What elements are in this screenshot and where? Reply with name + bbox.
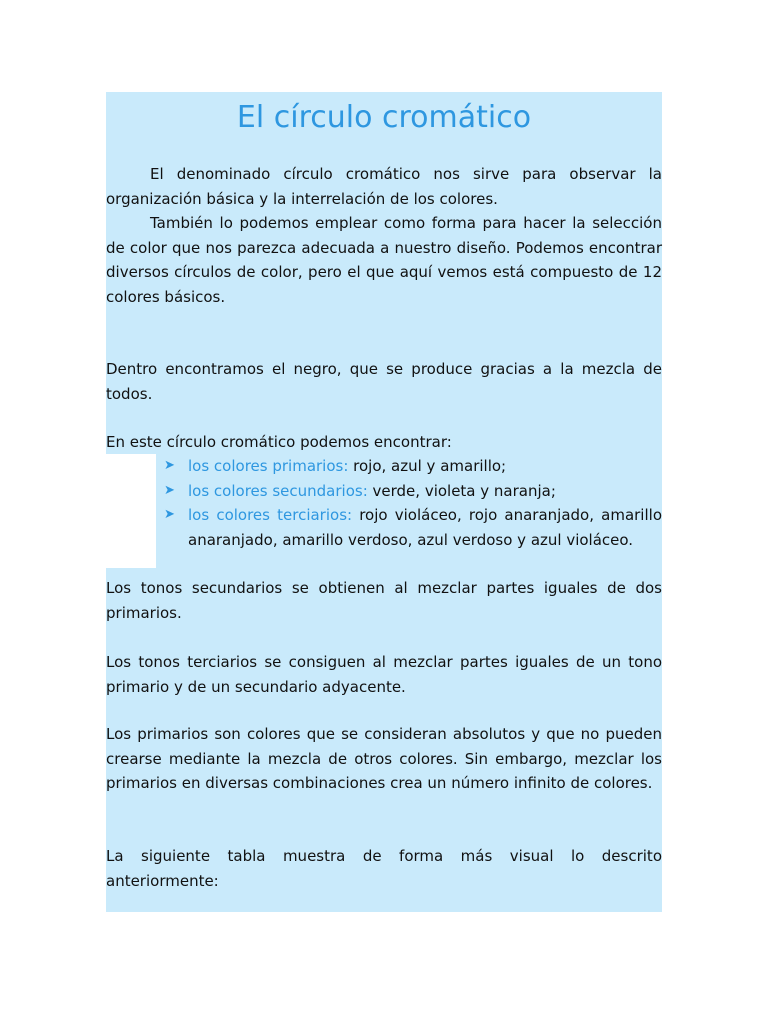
list-item-term: los colores terciarios: bbox=[188, 506, 353, 524]
page-title: El círculo cromático bbox=[236, 100, 532, 135]
list-item-text: rojo violáceo, rojo anaranjado, amarillo anaranjado, amarillo verdoso, azul verdoso y azul violáceo. bbox=[188, 506, 662, 549]
list-item-text: rojo, azul y amarillo; bbox=[348, 457, 507, 475]
intro-paragraph: El denominado círculo cromático nos sirve para observar la organización básica y la interrelación de los colores. bbox=[106, 165, 662, 208]
usage-paragraph: También lo podemos emplear como forma para hacer la selección de color que nos parezca adecuada a nuestro diseño. Podemos encontrar diversos círculos de color, pero el que aquí vemos está compuesto de 12 colores básicos. bbox=[106, 214, 662, 306]
list-item-term: los colores primarios: bbox=[188, 457, 349, 475]
secondary-tones-paragraph: Los tonos secundarios se obtienen al mezclar partes iguales de dos primarios. bbox=[106, 579, 662, 622]
document-panel bbox=[106, 92, 662, 912]
list-item-term: los colores secundarios: bbox=[188, 481, 368, 500]
list-item-text: verde, violeta y naranja; bbox=[367, 481, 556, 500]
list-intro-paragraph: En este círculo cromático podemos encontrar: bbox=[106, 433, 452, 451]
list-item bbox=[162, 479, 662, 504]
list-item bbox=[162, 454, 662, 479]
arrow-bullet-icon: ➤ bbox=[164, 507, 175, 522]
black-paragraph: Dentro encontramos el negro, que se produce gracias a la mezcla de todos. bbox=[106, 360, 662, 403]
color-types-list bbox=[162, 454, 662, 552]
arrow-bullet-icon: ➤ bbox=[164, 482, 175, 498]
list-margin-gap bbox=[106, 454, 156, 568]
primaries-paragraph: Los primarios son colores que se consideran absolutos y que no pueden crearse mediante la mezcla de otros colores. Sin embargo, mezclar los primarios en diversas combinaciones crea un número infinito de colores. bbox=[106, 725, 662, 792]
tertiary-tones-paragraph: Los tonos terciarios se consiguen al mezclar partes iguales de un tono primario y de un secundario adyacente. bbox=[106, 653, 662, 696]
list-item bbox=[162, 503, 662, 552]
table-intro-paragraph: La siguiente tabla muestra de forma más visual lo descrito anteriormente: bbox=[106, 847, 662, 890]
arrow-bullet-icon: ➤ bbox=[164, 458, 175, 473]
